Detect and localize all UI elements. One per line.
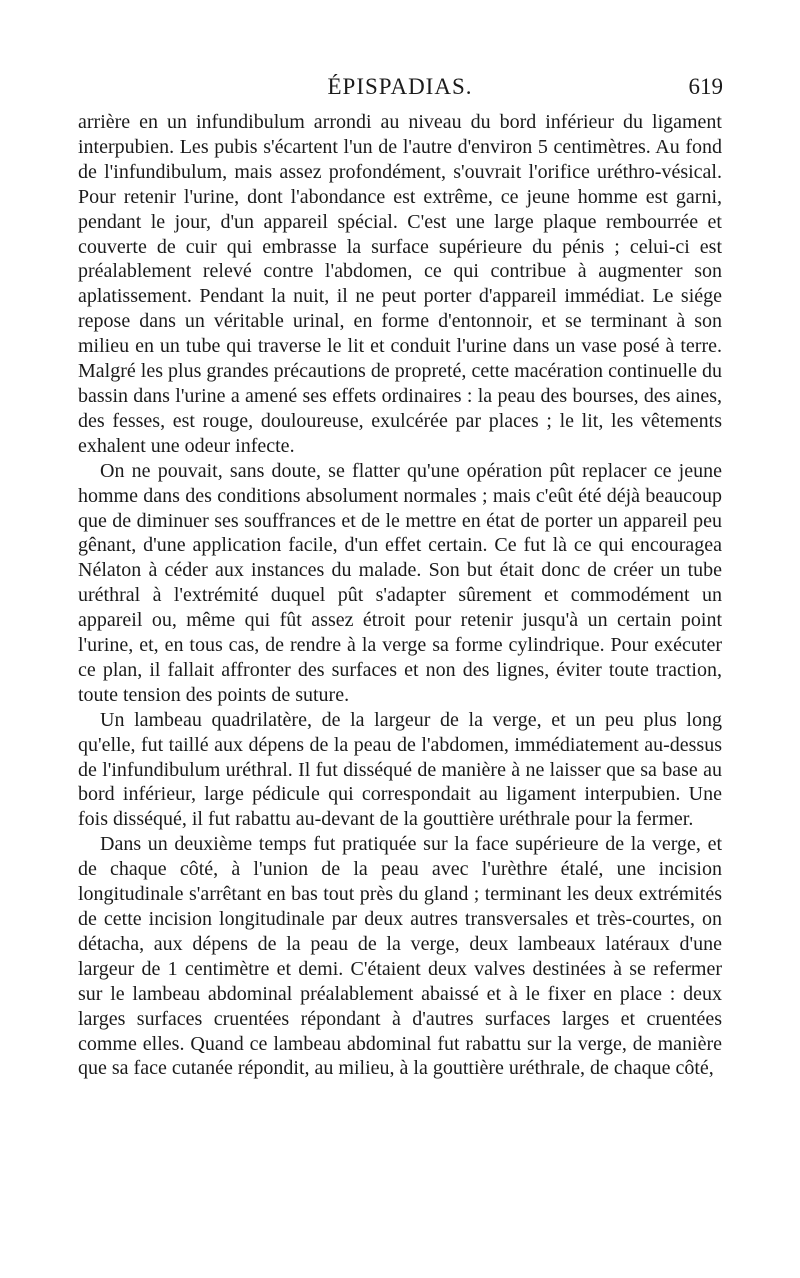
paragraph: On ne pouvait, sans doute, se flatter qu'une opération pût replacer ce jeune homme dans des conditions absolument normales ; mais c'eût été déjà beaucoup que de diminuer ses souffrances et de le mettre en état de porter un appareil peu gênant, d'une application facile, d'un effet certain. Ce fut là ce qui encouragea Nélaton à céder aux instances du malade. Son but était donc de créer un tube uréthral à l'extrémité duquel pût s'adapter sûrement et commodément un appareil ou, même qui fût assez étroit pour retenir jusqu'à un certain point l'urine, et, en tous cas, de rendre à la verge sa forme cylindrique. Pour exécuter ce plan, il fallait affronter des surfaces et non des lignes, éviter toute traction, toute tension des points de suture. <box>78 459 722 706</box>
paragraph: Un lambeau quadrilatère, de la largeur de la verge, et un peu plus long qu'elle, fut taillé aux dépens de la peau de l'abdomen, immédiatement au-dessus de l'infundibulum uréthral. Il fut disséqué de manière à ne laisser que sa base au bord inférieur, large pédicule qui correspondait au ligament interpubien. Une fois disséqué, il fut rabattu au-devant de la gouttière uréthrale pour la fermer. <box>78 708 722 831</box>
paragraph: Dans un deuxième temps fut pratiquée sur la face supérieure de la verge, et de chaque côté, à l'union de la peau avec l'urèthre étalé, une incision longitudinale s'arrêtant en bas tout près du gland ; terminant les deux extrémités de cette incision longitudinale par deux autres transversales et très-courtes, on détacha, aux dépens de la peau de la verge, deux lambeaux latéraux d'une largeur de 1 centimètre et demi. C'étaient deux valves destinées à se refermer sur le lambeau abdominal préalablement abaissé et à le fixer en place : deux larges surfaces cruentées répondant à d'autres surfaces larges et cruentées comme elles. Quand ce lambeau abdominal fut rabattu sur la verge, de manière que sa face cutanée répondit, au milieu, à la gouttière uréthrale, de chaque côté, <box>78 833 722 1080</box>
paragraph-continuation: arrière en un infundibulum arrondi au niveau du bord inférieur du ligament interpubien. Les pubis s'écartent l'un de l'autre d'environ 5 centimètres. Au fond de l'infundibulum, mais assez profondément, s'ouvrait l'orifice uréthro-vésical. Pour retenir l'urine, dont l'abondance est extrême, ce jeune homme est garni, pendant le jour, d'un appareil spécial. C'est une large plaque rembourrée et couverte de cuir qui embrasse la surface supérieure du pénis ; celui-ci est préalablement relevé contre l'abdomen, ce qui contribue à augmenter son aplatissement. Pendant la nuit, il ne peut porter d'appareil immédiat. Le siége repose dans un véritable urinal, en forme d'entonnoir, et se terminant à son milieu en un tube qui traverse le lit et conduit l'urine dans un vase posé à terre. Malgré les plus grandes précautions de propreté, cette macération continuelle du bassin dans l'urine a amené ses effets ordinaires : la peau des bourses, des aines, des fesses, est rouge, douloureuse, exulcérée par places ; le lit, les vêtements exhalent une odeur infecte. <box>78 111 722 457</box>
page-number: 619 <box>688 74 723 99</box>
body-text <box>78 110 722 1081</box>
running-title: ÉPISPADIAS. <box>327 74 473 99</box>
running-header <box>0 74 800 104</box>
